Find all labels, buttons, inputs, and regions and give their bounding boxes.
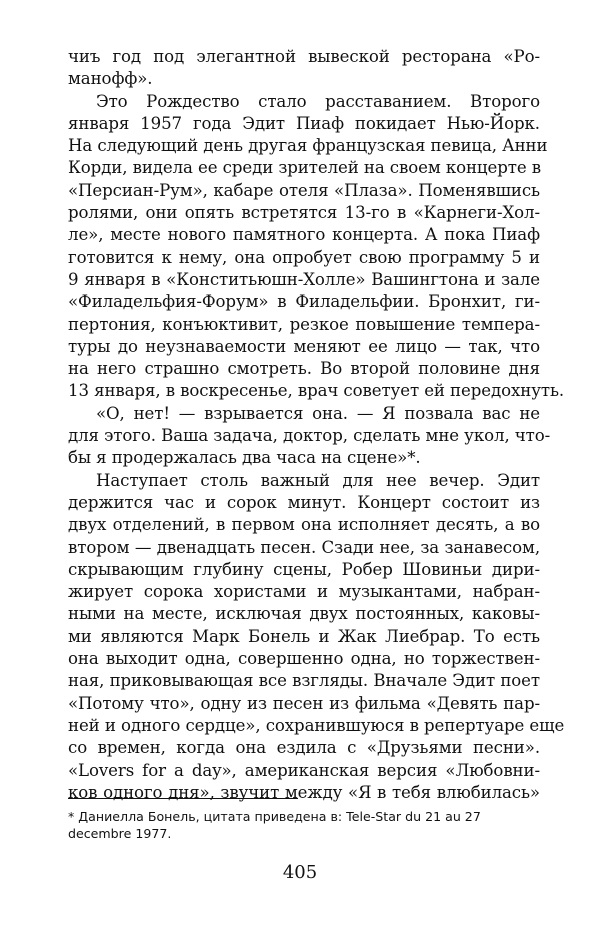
text-line: готовится к нему, она опробует свою программу 5 и	[68, 247, 540, 267]
text-line: туры до неузнаваемости меняют ее лицо — так, что	[68, 336, 540, 356]
text-line: ков одного дня», звучит между «Я в тебя влюбилась»	[68, 782, 540, 802]
text-line: двух отделений, в первом она исполняет десять, а во	[68, 515, 540, 535]
text-line: Это Рождество стало расставанием. Второго	[96, 91, 540, 111]
text-line: ными на месте, исключая двух постоянных, каковы-	[68, 604, 540, 624]
body-text	[68, 46, 565, 804]
text-line: Наступает столь важный для нее вечер. Эдит	[96, 470, 540, 490]
footnote-divider	[68, 798, 298, 799]
text-line: ролями, они опять встретятся 13-го в «Карнеги-Хол-	[68, 203, 540, 223]
text-line: втором — двенадцать песен. Сзади нее, за занавесом,	[68, 537, 540, 557]
text-line: «Филадельфия-Форум» в Филадельфии. Бронхит, ги-	[68, 292, 540, 312]
text-line: держится час и сорок минут. Концерт состоит из	[68, 492, 540, 512]
text-line: 13 января, в воскресенье, врач советует ей передохнуть.	[68, 381, 565, 401]
text-line: ле», месте нового памятного концерта. А пока Пиаф	[68, 225, 540, 245]
text-line: ней и одного сердце», сохранившуюся в репертуаре еще	[68, 715, 565, 735]
text-line: скрывающим глубину сцены, Робер Шовиньи дири-	[68, 559, 540, 579]
text-line: Корди, видела ее среди зрителей на своем концерте в	[68, 158, 541, 178]
text-line: она выходит одна, совершенно одна, но торжествен-	[68, 649, 540, 669]
text-line: со времен, когда она ездила с «Друзьями песни».	[68, 738, 540, 758]
page-number: 405	[282, 862, 318, 883]
text-line: ная, приковывающая все взгляды. Вначале Эдит поет	[68, 671, 540, 691]
text-line: ми являются Марк Бонель и Жак Лиебрар. То есть	[68, 626, 540, 646]
text-line: манофф».	[68, 69, 153, 89]
text-line: «Lovers for a day», американская версия «Любовни-	[68, 760, 540, 780]
text-line: 9 января в «Конститьюшн-Холле» Вашингтона и зале	[68, 269, 540, 289]
footnote: * Даниелла Бонель, цитата приведена в: Tele-Star du 21 au 27 decembre 1977.	[68, 809, 481, 841]
text-line: На следующий день другая французская певица, Анни	[68, 136, 548, 156]
text-line: «Персиан-Рум», кабаре отеля «Плаза». Поменявшись	[68, 180, 540, 200]
text-line: бы я продержалась два часа на сцене»*.	[68, 448, 421, 468]
text-line: «Потому что», одну из песен из фильма «Девять пар-	[68, 693, 540, 713]
text-line: жирует сорока хористами и музыкантами, набран-	[68, 582, 540, 602]
text-line: «О, нет! — взрывается она. — Я позвала вас не	[96, 403, 540, 423]
text-line: чиъ год под элегантной вывеской ресторана «Ро-	[68, 47, 540, 66]
text-line: на него страшно смотреть. Во второй половине дня	[68, 359, 540, 379]
text-line: пертония, конъюктивит, резкое повышение темпера-	[68, 314, 540, 334]
text-line: для этого. Ваша задача, доктор, сделать мне укол, что-	[68, 426, 551, 446]
text-line: января 1957 года Эдит Пиаф покидает Нью-Йорк.	[68, 113, 540, 133]
